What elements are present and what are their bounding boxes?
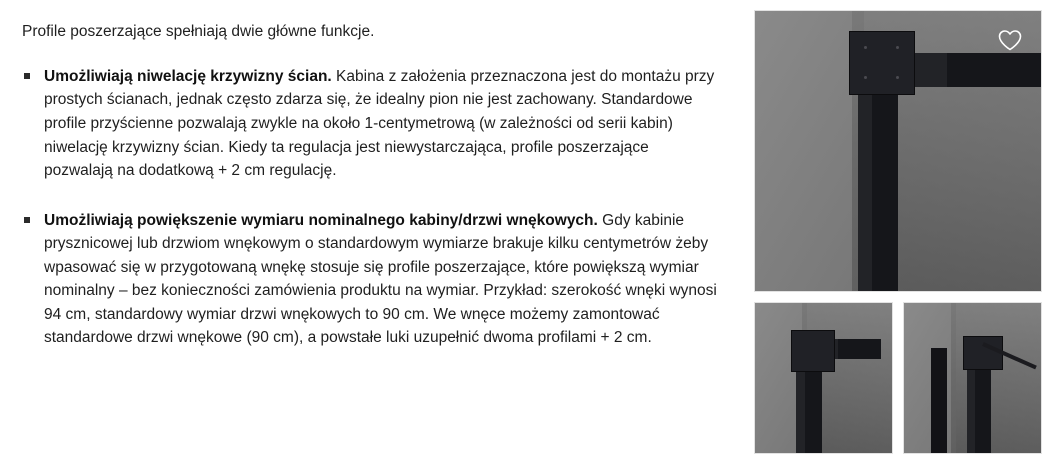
- heart-icon[interactable]: [995, 25, 1025, 55]
- main-product-image[interactable]: [754, 10, 1042, 292]
- feature-lead: Umożliwiają niwelację krzywizny ścian.: [44, 67, 332, 85]
- intro-paragraph: Profile poszerzające spełniają dwie główne funkcje.: [22, 23, 375, 40]
- screw-icon: [896, 76, 899, 79]
- feature-body: Gdy kabinie prysznicowej lub drzwiom wnękowym o standardowym wymiarze brakuje kilku centymetrów żeby wpasować się w przygotowaną wnękę stosuje się profile poszerzające, które powiększą wymiar nominalny – bez konieczności zamówienia produktu na wymiar. Przykład: szerokość wnęki wynosi 94 cm, standardowy wymiar drzwi wnękowych to 90 cm. We wnęce możemy zamontować standardowe drzwi wnękowe (90 cm), a powstałe luki uzupełnić dwoma profilami + 2 cm.: [44, 211, 717, 347]
- list-item: [22, 65, 718, 183]
- photo-scene-thumb-2: [904, 303, 1041, 453]
- horizontal-profile: [898, 53, 1041, 87]
- screw-icon: [864, 46, 867, 49]
- wall-profile: [931, 348, 947, 453]
- corner-cap: [791, 330, 835, 372]
- wall-surface: [755, 303, 802, 453]
- photo-scene-thumb-1: [755, 303, 892, 453]
- list-item: [22, 209, 718, 350]
- feature-body: Kabina z założenia przeznaczona jest do montażu przy prostych ścianach, jednak często zdarza się, że idealny pion nie jest zachowany. Standardowe profile przyścienne pozwalają zwykle na około 1-centymetrową (w zależności od serii kabin) niwelację krzywizny ścian. Kiedy ta regulacja jest niewystarczająca, profile poszerzające pozwalają na dodatkową + 2 cm regulację.: [44, 67, 715, 180]
- feature-list: [22, 65, 718, 350]
- corner-cap: [849, 31, 915, 95]
- feature-lead: Umożliwiają powiększenie wymiaru nominalnego kabiny/drzwi wnękowych.: [44, 211, 598, 229]
- thumbnail-image-1[interactable]: [754, 302, 893, 454]
- wall-surface: [755, 11, 852, 291]
- thumbnail-row: [754, 302, 1042, 452]
- thumbnail-image-2[interactable]: [903, 302, 1042, 454]
- product-gallery: [742, 0, 1056, 462]
- screw-icon: [896, 46, 899, 49]
- screw-icon: [864, 76, 867, 79]
